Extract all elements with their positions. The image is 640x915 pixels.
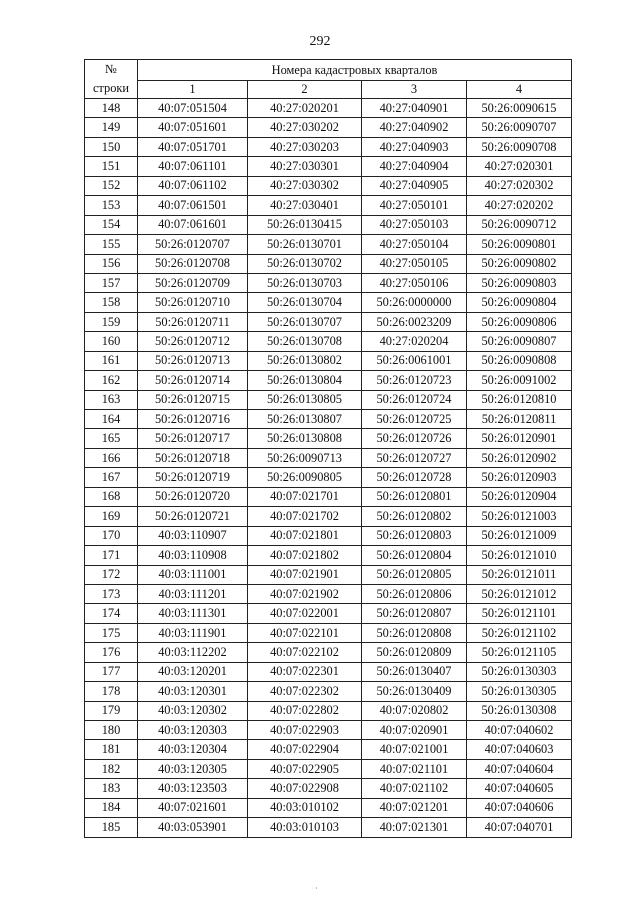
cadastral-number-cell: 40:27:020204: [362, 332, 467, 351]
cadastral-number-cell: 50:26:0120805: [362, 565, 467, 584]
row-number-cell: 168: [85, 487, 138, 506]
scan-speck: ·: [315, 884, 318, 893]
cadastral-number-cell: 40:07:022101: [248, 623, 362, 642]
table-row: [85, 701, 572, 720]
cadastral-number-cell: 50:26:0090804: [467, 293, 572, 312]
cadastral-number-cell: 40:07:021001: [362, 740, 467, 759]
cadastral-number-cell: 40:27:030302: [248, 176, 362, 195]
cadastral-number-cell: 50:26:0120904: [467, 487, 572, 506]
cadastral-number-cell: 50:26:0000000: [362, 293, 467, 312]
cadastral-number-cell: 40:03:010102: [248, 798, 362, 817]
cadastral-number-cell: 50:26:0120810: [467, 390, 572, 409]
row-number-cell: 185: [85, 818, 138, 837]
table-row: [85, 410, 572, 429]
cadastral-number-cell: 40:27:020302: [467, 176, 572, 195]
row-number-cell: 161: [85, 351, 138, 370]
table-row: [85, 99, 572, 118]
cadastral-number-cell: 40:07:051504: [138, 99, 248, 118]
cadastral-number-cell: 40:07:051701: [138, 137, 248, 156]
row-number-cell: 182: [85, 759, 138, 778]
cadastral-number-cell: 50:26:0120721: [138, 507, 248, 526]
cadastral-number-cell: 40:07:021902: [248, 584, 362, 603]
cadastral-number-cell: 40:03:120201: [138, 662, 248, 681]
cadastral-number-cell: 40:07:020901: [362, 721, 467, 740]
cadastral-number-cell: 50:26:0120808: [362, 623, 467, 642]
cadastral-number-cell: 50:26:0120728: [362, 468, 467, 487]
cadastral-number-cell: 50:26:0130802: [248, 351, 362, 370]
row-number-cell: 156: [85, 254, 138, 273]
cadastral-number-cell: 50:26:0091002: [467, 371, 572, 390]
cadastral-number-cell: 50:26:0061001: [362, 351, 467, 370]
cadastral-number-cell: 50:26:0120803: [362, 526, 467, 545]
cadastral-number-cell: 40:07:051601: [138, 118, 248, 137]
cadastral-number-cell: 40:27:030401: [248, 196, 362, 215]
table-row: [85, 215, 572, 234]
cadastral-number-cell: 50:26:0130303: [467, 662, 572, 681]
cadastral-number-cell: 40:27:040901: [362, 99, 467, 118]
row-number-cell: 153: [85, 196, 138, 215]
table-row: [85, 273, 572, 292]
table-row: [85, 429, 572, 448]
cadastral-number-cell: 50:26:0120901: [467, 429, 572, 448]
column-header-1: 1: [138, 81, 248, 99]
row-number-cell: 170: [85, 526, 138, 545]
table-row: [85, 157, 572, 176]
row-number-cell: 176: [85, 643, 138, 662]
row-number-cell: 180: [85, 721, 138, 740]
cadastral-number-cell: 50:26:0120716: [138, 410, 248, 429]
cadastral-number-cell: 40:27:020201: [248, 99, 362, 118]
table-row: [85, 779, 572, 798]
cadastral-number-cell: 50:26:0120809: [362, 643, 467, 662]
cadastral-number-cell: 40:07:040602: [467, 721, 572, 740]
cadastral-number-cell: 40:27:040904: [362, 157, 467, 176]
table-row: [85, 604, 572, 623]
table-row: [85, 254, 572, 273]
row-number-cell: 159: [85, 312, 138, 331]
cadastral-number-cell: 50:26:0130704: [248, 293, 362, 312]
cadastral-number-cell: 50:26:0121003: [467, 507, 572, 526]
cadastral-number-cell: 50:26:0090806: [467, 312, 572, 331]
cadastral-number-cell: 40:07:022802: [248, 701, 362, 720]
cadastral-number-cell: 40:07:022301: [248, 662, 362, 681]
cadastral-number-cell: 50:26:0130808: [248, 429, 362, 448]
table-row: [85, 196, 572, 215]
cadastral-number-cell: 50:26:0130805: [248, 390, 362, 409]
row-number-header-line1: №: [105, 62, 117, 76]
cadastral-number-cell: 50:26:0090615: [467, 99, 572, 118]
table-row: [85, 487, 572, 506]
cadastral-number-cell: 40:07:021101: [362, 759, 467, 778]
row-number-cell: 157: [85, 273, 138, 292]
cadastral-number-cell: 40:27:040903: [362, 137, 467, 156]
row-number-cell: 181: [85, 740, 138, 759]
cadastral-number-cell: 40:07:021102: [362, 779, 467, 798]
row-number-header: [85, 60, 138, 99]
cadastral-number-cell: 50:26:0130407: [362, 662, 467, 681]
cadastral-number-cell: 40:07:021901: [248, 565, 362, 584]
cadastral-number-cell: 50:26:0120714: [138, 371, 248, 390]
cadastral-number-cell: 50:26:0120903: [467, 468, 572, 487]
cadastral-number-cell: 50:26:0120719: [138, 468, 248, 487]
cadastral-number-cell: 50:26:0090807: [467, 332, 572, 351]
cadastral-number-cell: 50:26:0120718: [138, 448, 248, 467]
cadastral-number-cell: 50:26:0120727: [362, 448, 467, 467]
cadastral-number-cell: 50:26:0120726: [362, 429, 467, 448]
cadastral-number-cell: 40:03:053901: [138, 818, 248, 837]
cadastral-number-cell: 50:26:0120802: [362, 507, 467, 526]
cadastral-number-cell: 50:26:0120710: [138, 293, 248, 312]
cadastral-number-cell: 40:27:020301: [467, 157, 572, 176]
cadastral-number-cell: 50:26:0090707: [467, 118, 572, 137]
table-row: [85, 546, 572, 565]
cadastral-number-cell: 40:07:021701: [248, 487, 362, 506]
cadastral-number-cell: 40:07:021201: [362, 798, 467, 817]
row-number-cell: 183: [85, 779, 138, 798]
group-header: Номера кадастровых кварталов: [138, 60, 572, 81]
table-row: [85, 623, 572, 642]
row-number-cell: 162: [85, 371, 138, 390]
cadastral-number-cell: 50:26:0120807: [362, 604, 467, 623]
cadastral-number-cell: 40:07:040701: [467, 818, 572, 837]
cadastral-number-cell: 40:27:030202: [248, 118, 362, 137]
cadastral-number-cell: 40:27:020202: [467, 196, 572, 215]
table-row: [85, 235, 572, 254]
cadastral-number-cell: 50:26:0090712: [467, 215, 572, 234]
table-row: [85, 526, 572, 545]
cadastral-number-cell: 50:26:0090805: [248, 468, 362, 487]
table-row: [85, 468, 572, 487]
cadastral-number-cell: 40:03:112202: [138, 643, 248, 662]
cadastral-number-cell: 50:26:0130703: [248, 273, 362, 292]
table-row: [85, 137, 572, 156]
cadastral-number-cell: 40:03:120303: [138, 721, 248, 740]
row-number-cell: 179: [85, 701, 138, 720]
cadastral-number-cell: 40:27:030301: [248, 157, 362, 176]
cadastral-number-cell: 50:26:0130701: [248, 235, 362, 254]
page-number: 292: [309, 34, 331, 49]
row-number-cell: 152: [85, 176, 138, 195]
row-number-cell: 163: [85, 390, 138, 409]
cadastral-number-cell: 40:07:022903: [248, 721, 362, 740]
cadastral-number-cell: 50:26:0120806: [362, 584, 467, 603]
cadastral-number-cell: 50:26:0120712: [138, 332, 248, 351]
cadastral-number-cell: 50:26:0130308: [467, 701, 572, 720]
cadastral-number-cell: 40:27:050106: [362, 273, 467, 292]
table-row: [85, 351, 572, 370]
cadastral-number-cell: 50:26:0090802: [467, 254, 572, 273]
cadastral-number-cell: 40:07:022908: [248, 779, 362, 798]
table-row: [85, 798, 572, 817]
row-number-cell: 178: [85, 682, 138, 701]
cadastral-number-cell: 50:26:0120720: [138, 487, 248, 506]
table-row: [85, 682, 572, 701]
cadastral-number-cell: 40:07:022905: [248, 759, 362, 778]
row-number-cell: 175: [85, 623, 138, 642]
cadastral-number-cell: 50:26:0130702: [248, 254, 362, 273]
table-row: [85, 721, 572, 740]
cadastral-number-cell: 50:26:0090803: [467, 273, 572, 292]
row-number-cell: 150: [85, 137, 138, 156]
cadastral-number-cell: 50:26:0023209: [362, 312, 467, 331]
row-number-cell: 166: [85, 448, 138, 467]
cadastral-number-cell: 40:07:021801: [248, 526, 362, 545]
table-row: [85, 584, 572, 603]
cadastral-number-cell: 40:03:010103: [248, 818, 362, 837]
row-number-header-line2: строки: [92, 81, 130, 95]
cadastral-number-cell: 50:26:0120713: [138, 351, 248, 370]
row-number-cell: 174: [85, 604, 138, 623]
cadastral-number-cell: 40:07:022302: [248, 682, 362, 701]
cadastral-number-cell: 40:07:061101: [138, 157, 248, 176]
cadastral-number-cell: 50:26:0130305: [467, 682, 572, 701]
cadastral-number-cell: 50:26:0121012: [467, 584, 572, 603]
cadastral-number-cell: 50:26:0090713: [248, 448, 362, 467]
cadastral-quarters-table: [84, 59, 572, 838]
cadastral-number-cell: 50:26:0121105: [467, 643, 572, 662]
table-row: [85, 662, 572, 681]
table-row: [85, 565, 572, 584]
cadastral-number-cell: 40:27:050101: [362, 196, 467, 215]
cadastral-number-cell: 50:26:0120709: [138, 273, 248, 292]
cadastral-number-cell: 50:26:0120725: [362, 410, 467, 429]
row-number-cell: 172: [85, 565, 138, 584]
table-row: [85, 759, 572, 778]
cadastral-number-cell: 50:26:0121101: [467, 604, 572, 623]
cadastral-number-cell: 40:07:061501: [138, 196, 248, 215]
table-row: [85, 448, 572, 467]
cadastral-number-cell: 40:03:111901: [138, 623, 248, 642]
row-number-cell: 171: [85, 546, 138, 565]
cadastral-number-cell: 40:03:111001: [138, 565, 248, 584]
table-header: [85, 60, 572, 99]
table-row: [85, 332, 572, 351]
cadastral-number-cell: 40:27:040905: [362, 176, 467, 195]
cadastral-number-cell: 40:07:022102: [248, 643, 362, 662]
cadastral-number-cell: 50:26:0121011: [467, 565, 572, 584]
cadastral-number-cell: 50:26:0130409: [362, 682, 467, 701]
row-number-cell: 148: [85, 99, 138, 118]
cadastral-number-cell: 50:26:0130415: [248, 215, 362, 234]
cadastral-number-cell: 40:27:050104: [362, 235, 467, 254]
cadastral-number-cell: 40:07:022001: [248, 604, 362, 623]
row-number-cell: 158: [85, 293, 138, 312]
cadastral-number-cell: 50:26:0090708: [467, 137, 572, 156]
cadastral-number-cell: 50:26:0120708: [138, 254, 248, 273]
table-row: [85, 390, 572, 409]
table-row: [85, 176, 572, 195]
cadastral-number-cell: 50:26:0120902: [467, 448, 572, 467]
cadastral-number-cell: 40:03:111201: [138, 584, 248, 603]
row-number-cell: 167: [85, 468, 138, 487]
cadastral-number-cell: 40:03:110908: [138, 546, 248, 565]
cadastral-number-cell: 40:07:021702: [248, 507, 362, 526]
table-row: [85, 740, 572, 759]
cadastral-number-cell: 40:27:030203: [248, 137, 362, 156]
cadastral-number-cell: 50:26:0120707: [138, 235, 248, 254]
cadastral-number-cell: 50:26:0121009: [467, 526, 572, 545]
cadastral-number-cell: 40:03:110907: [138, 526, 248, 545]
cadastral-number-cell: 40:07:040604: [467, 759, 572, 778]
cadastral-number-cell: 50:26:0120717: [138, 429, 248, 448]
table-row: [85, 507, 572, 526]
cadastral-number-cell: 40:07:022904: [248, 740, 362, 759]
cadastral-number-cell: 40:07:020802: [362, 701, 467, 720]
cadastral-number-cell: 40:03:120302: [138, 701, 248, 720]
column-header-2: 2: [248, 81, 362, 99]
table-row: [85, 818, 572, 837]
cadastral-number-cell: 40:27:050105: [362, 254, 467, 273]
table-row: [85, 371, 572, 390]
row-number-cell: 165: [85, 429, 138, 448]
cadastral-number-cell: 50:26:0130708: [248, 332, 362, 351]
table-body: [85, 99, 572, 838]
cadastral-number-cell: 40:07:061102: [138, 176, 248, 195]
row-number-cell: 155: [85, 235, 138, 254]
cadastral-number-cell: 40:07:021301: [362, 818, 467, 837]
row-number-cell: 164: [85, 410, 138, 429]
cadastral-number-cell: 40:03:120305: [138, 759, 248, 778]
row-number-cell: 151: [85, 157, 138, 176]
column-header-4: 4: [467, 81, 572, 99]
cadastral-number-cell: 50:26:0120804: [362, 546, 467, 565]
row-number-cell: 160: [85, 332, 138, 351]
cadastral-number-cell: 50:26:0120801: [362, 487, 467, 506]
cadastral-number-cell: 50:26:0130804: [248, 371, 362, 390]
cadastral-number-cell: 50:26:0090808: [467, 351, 572, 370]
cadastral-number-cell: 40:07:040603: [467, 740, 572, 759]
cadastral-number-cell: 50:26:0120715: [138, 390, 248, 409]
cadastral-number-cell: 40:03:111301: [138, 604, 248, 623]
cadastral-number-cell: 40:27:050103: [362, 215, 467, 234]
cadastral-number-cell: 50:26:0120811: [467, 410, 572, 429]
cadastral-number-cell: 40:07:021802: [248, 546, 362, 565]
table-row: [85, 643, 572, 662]
cadastral-number-cell: 50:26:0121010: [467, 546, 572, 565]
cadastral-number-cell: 40:07:021601: [138, 798, 248, 817]
table-row: [85, 118, 572, 137]
cadastral-number-cell: 40:03:120301: [138, 682, 248, 701]
column-header-3: 3: [362, 81, 467, 99]
table-row: [85, 293, 572, 312]
cadastral-number-cell: 40:27:040902: [362, 118, 467, 137]
cadastral-number-cell: 50:26:0090801: [467, 235, 572, 254]
cadastral-number-cell: 40:03:123503: [138, 779, 248, 798]
row-number-cell: 154: [85, 215, 138, 234]
cadastral-number-cell: 40:07:061601: [138, 215, 248, 234]
cadastral-number-cell: 50:26:0130707: [248, 312, 362, 331]
cadastral-number-cell: 50:26:0120723: [362, 371, 467, 390]
row-number-cell: 169: [85, 507, 138, 526]
cadastral-number-cell: 50:26:0120711: [138, 312, 248, 331]
cadastral-number-cell: 40:07:040606: [467, 798, 572, 817]
cadastral-number-cell: 50:26:0121102: [467, 623, 572, 642]
cadastral-number-cell: 50:26:0130807: [248, 410, 362, 429]
row-number-cell: 177: [85, 662, 138, 681]
row-number-cell: 173: [85, 584, 138, 603]
row-number-cell: 184: [85, 798, 138, 817]
row-number-cell: 149: [85, 118, 138, 137]
cadastral-number-cell: 40:03:120304: [138, 740, 248, 759]
cadastral-number-cell: 40:07:040605: [467, 779, 572, 798]
table-row: [85, 312, 572, 331]
cadastral-number-cell: 50:26:0120724: [362, 390, 467, 409]
